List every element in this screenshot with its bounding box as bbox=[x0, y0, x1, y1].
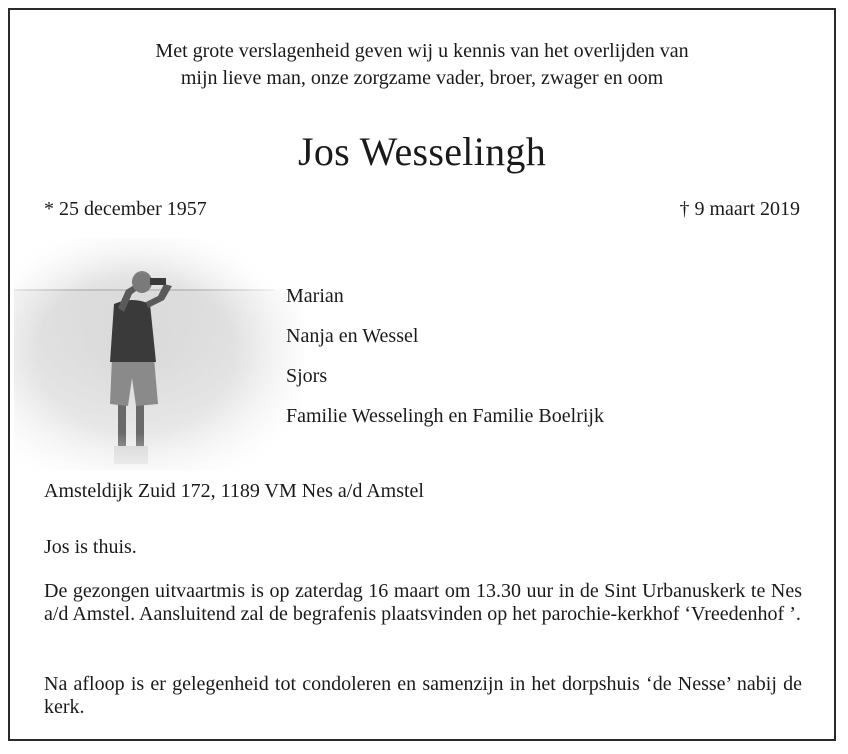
home-address: Amsteldijk Zuid 172, 1189 VM Nes a/d Amstel bbox=[44, 480, 424, 502]
notice-frame bbox=[8, 8, 836, 741]
family-list bbox=[286, 276, 604, 436]
family-member: Familie Wesselingh en Familie Boelrijk bbox=[286, 405, 604, 427]
family-member: Marian bbox=[286, 285, 344, 307]
intro-text bbox=[10, 38, 834, 92]
paragraph-uitvaart: De gezongen uitvaartmis is op zaterdag 16 maart om 13.30 uur in de Sint Urbanuskerk te Nes a/d Amstel. Aansluitend zal de begrafenis plaatsvinden op het parochie-kerkhof ‘Vreedenhof ’. bbox=[44, 580, 802, 625]
death-date: † 9 maart 2019 bbox=[679, 198, 800, 220]
memorial-photo bbox=[14, 238, 304, 470]
deceased-name: Jos Wesselingh bbox=[297, 129, 547, 174]
paragraph-thuis: Jos is thuis. bbox=[44, 536, 137, 558]
birth-date: * 25 december 1957 bbox=[44, 198, 207, 220]
intro-line-1: Met grote verslagenheid geven wij u kennis van het overlijden van bbox=[155, 40, 689, 62]
family-member: Sjors bbox=[286, 365, 328, 387]
family-member: Nanja en Wessel bbox=[286, 325, 419, 347]
intro-line-2: mijn lieve man, onze zorgzame vader, broer, zwager en oom bbox=[180, 67, 664, 89]
paragraph-condoleren: Na afloop is er gelegenheid tot condoleren en samenzijn in het dorpshuis ‘de Nesse’ nabij de kerk. bbox=[44, 673, 802, 718]
